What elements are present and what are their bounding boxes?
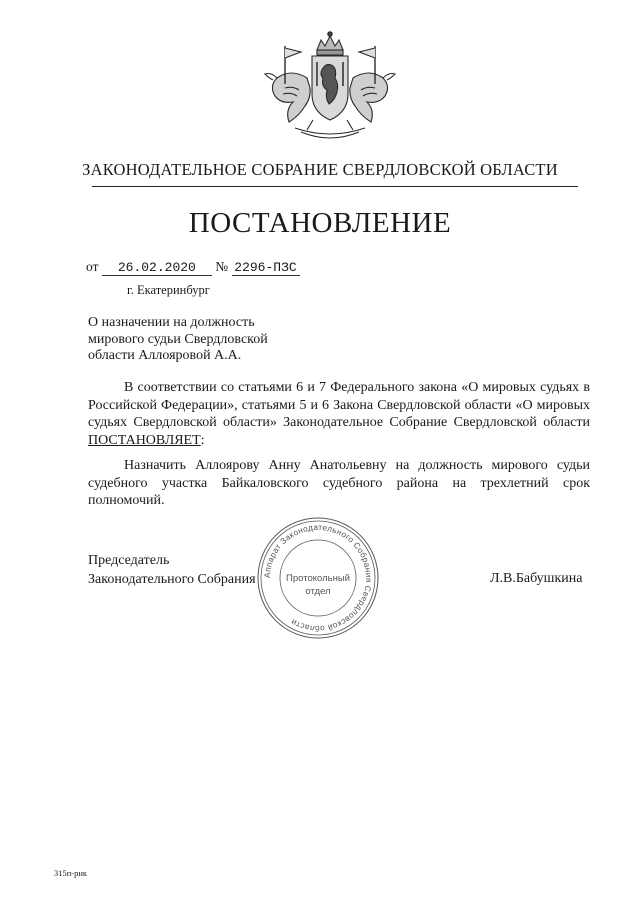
document-number: 2296-ПЗС [232,260,300,276]
stamp-ring-text: Аппарат Законодательного Собрания Свердловской области [261,521,375,635]
paragraph-1-text: В соответствии со статьями 6 и 7 Федерального закона «О мировых судьях в Российской Федерации», статьями 5 и 6 Закона Свердловской области «О мировых судьях Свердловской области» Законодательное Собрание Свердловской области [88,380,590,430]
assembly-name: ЗАКОНОДАТЕЛЬНОЕ СОБРАНИЕ СВЕРДЛОВСКОЙ ОБЛАСТИ [82,160,558,179]
document-date: 26.02.2020 [102,260,212,276]
coat-of-arms-emblem [255,28,405,148]
document-code: 315п-рнк [54,868,88,878]
subject-line: О назначении на должность [88,315,255,330]
position-line-2: Законодательного Собрания [88,572,256,587]
official-stamp [255,515,381,641]
date-prefix: от [86,259,99,274]
city: г. Екатеринбург [127,283,210,297]
paragraph-2-text: Назначить Аллоярову Анну Анатольевну на должность мирового судьи судебного участка Байкаловского судебного района на трехлетний срок полномочий. [88,458,590,508]
signatory-name: Л.В.Бабушкина [490,571,583,586]
subject-block [88,315,268,365]
stamp-center-line-2: отдел [305,586,331,597]
document-title: ПОСТАНОВЛЕНИЕ [188,207,452,239]
subject-line: области Аллояровой А.А. [88,348,242,363]
resolves-keyword: ПОСТАНОВЛЯЕТ [88,432,201,448]
body-paragraph-1 [88,379,590,449]
stamp-center-line-1: Протокольный [286,573,350,584]
subject-line: мирового судьи Свердловской [88,331,268,347]
number-prefix: № [215,259,229,274]
body-paragraph-2 [88,457,590,510]
header-divider [92,186,578,187]
signatory-position [88,551,256,589]
paragraph-1-end: : [200,432,205,448]
date-number-line [86,259,300,276]
position-line-1: Председатель [88,553,170,568]
